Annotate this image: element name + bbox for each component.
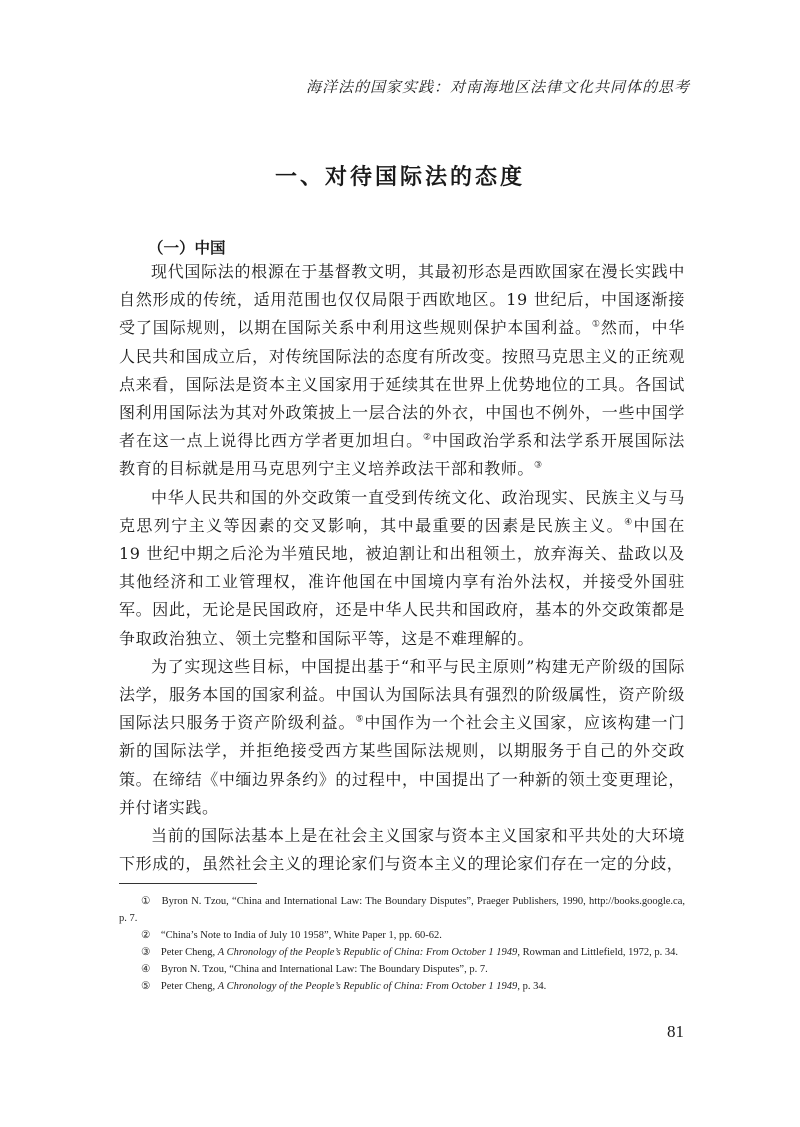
footnote (119, 893, 685, 927)
footnote-reference[interactable]: ③ (534, 461, 543, 472)
footnotes (119, 893, 685, 995)
footnote-book-title: A Chronology of the People’s Republic of China: From October 1 1949 (217, 981, 518, 992)
footnote-text: Byron N. Tzou, “China and International Law: The Boundary Disputes”, p. 7. (160, 964, 488, 975)
footnote-reference[interactable]: ② (422, 432, 432, 443)
paragraph-text: 中国政治学系和法学系开展国际法教育的目标就是用马克思列宁主义培养政法干部和教师。 (119, 431, 685, 479)
paragraph-text: 中国在 19 世纪中期之后沦为半殖民地，被迫割让和出租领土，放弃海关、盐政以及其他经济和工业管理权，准许他国在中国境内享有治外法权，并接受外国驻军。因此，无论是民国政府，还是中华人民共和国政府，基本的外交政策都是争取政治独立、领土完整和国际平等，这是不难理解的。 (119, 515, 685, 648)
footnote-text: “China’s Note to India of July 10 1958”, White Paper 1, pp. 60-62. (160, 930, 442, 941)
page-number: 81 (667, 1022, 684, 1041)
footnote (119, 978, 685, 995)
footnote (119, 944, 685, 961)
body-paragraph (119, 822, 685, 878)
subheading-china: （一）中国 (148, 238, 226, 257)
paragraph-text: 中华人民共和国的外交政策一直受到传统文化、政治现实、民族主义与马克思列宁主义等因素的交叉影响，其中最重要的因素是民族主义。 (119, 487, 685, 535)
body-paragraph (119, 258, 685, 484)
footnote-text: Byron N. Tzou, “China and International Law: The Boundary Disputes”, Praeger Publishers, 1990, http://books.google.ca, p. 7. (119, 896, 685, 924)
paragraph-text: 当前的国际法基本上是在社会主义国家与资本主义国家和平共处的大环境下形成的，虽然社会主义的理论家们与资本主义的理论家们存在一定的分歧， (119, 826, 685, 874)
paragraph-text: 现代国际法的根源在于基督教文明，其最初形态是西欧国家在漫长实践中自然形成的传统，适用范围也仅仅局限于西欧地区。19 世纪后，中国逐渐接受了国际规则，以期在国际关系中利用这些规则保护本国利益。 (119, 262, 685, 338)
footnote-marker: ③ (141, 947, 161, 958)
footnote-marker: ② (141, 930, 161, 941)
paragraph-text: 为了实现这些目标，中国提出基于“和平与民主原则”构建无产阶级的国际法学，服务本国的国家利益。中国认为国际法具有强烈的阶级属性，资产阶级国际法只服务于资产阶级利益。 (119, 656, 685, 733)
footnote-marker: ⑤ (141, 981, 161, 992)
section-title: 一、对待国际法的态度 (274, 164, 525, 190)
body-paragraph (119, 653, 685, 822)
footnote-text: , p. 34. (517, 981, 547, 992)
footnote (119, 927, 685, 944)
paragraph-text: 中国作为一个社会主义国家，应该构建一门新的国际法学，并拒绝接受西方某些国际法规则，以期服务于自己的外交政策。在缔结《中缅边界条约》的过程中，中国提出了一种新的领土变更理论，并付诸实践。 (119, 713, 685, 817)
footnote-reference[interactable]: ① (591, 320, 601, 331)
paragraph-text: 然而，中华人民共和国成立后，对传统国际法的态度有所改变。按照马克思主义的正统观点来看，国际法是资本主义国家用于延续其在世界上优势地位的工具。各国试图利用国际法为其对外政策披上一层合法的外衣，中国也不例外，一些中国学者在这一点上说得比西方学者更加坦白。 (119, 318, 685, 451)
footnote-marker: ① (141, 896, 162, 907)
footnote-text: , Rowman and Littlefield, 1972, p. 34. (517, 947, 678, 958)
footnote (119, 961, 685, 978)
footnote-book-title: A Chronology of the People’s Republic of China: From October 1 1949 (217, 947, 518, 958)
running-header: 海洋法的国家实践：对南海地区法律文化共同体的思考 (305, 78, 690, 96)
footnote-reference[interactable]: ⑤ (355, 714, 365, 725)
footnote-rule (119, 883, 257, 884)
footnote-reference[interactable]: ④ (624, 517, 634, 528)
footnote-text: Peter Cheng, (160, 947, 218, 958)
footnote-marker: ④ (141, 964, 161, 975)
body-paragraph (119, 484, 685, 653)
footnote-text: Peter Cheng, (160, 981, 218, 992)
body-text (119, 258, 685, 878)
